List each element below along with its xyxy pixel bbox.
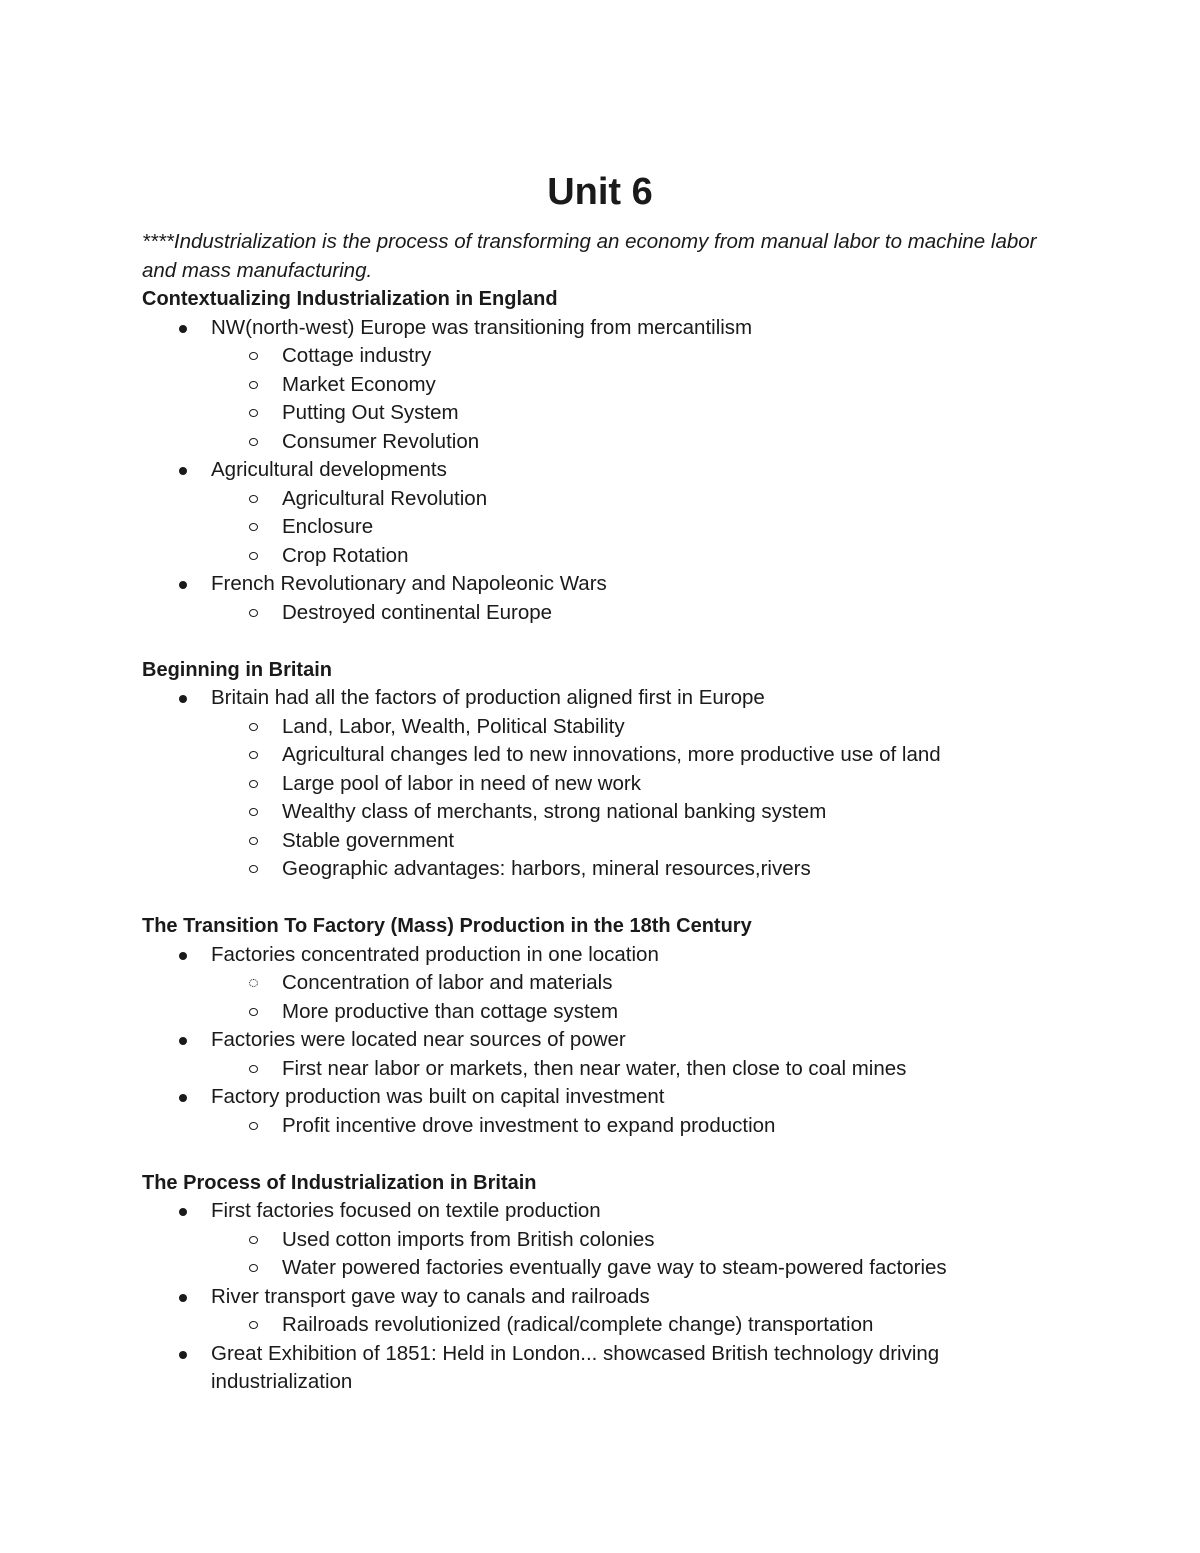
sub-list — [211, 1311, 1042, 1340]
bullet-list — [142, 941, 1042, 1141]
bullet-ring-icon — [249, 751, 258, 759]
sub-list — [211, 713, 1042, 884]
bullet-ring-icon — [249, 723, 258, 731]
sub-list-item: Crop Rotation — [211, 542, 1042, 571]
bullet-list — [142, 314, 1042, 628]
sub-list-item: Market Economy — [211, 371, 1042, 400]
sub-list — [211, 1112, 1042, 1141]
sub-list-item: Water powered factories eventually gave way to steam-powered factories — [211, 1254, 1042, 1283]
bullet-dot-icon — [179, 1294, 187, 1302]
bullet-list — [142, 1197, 1042, 1397]
sub-list — [211, 969, 1042, 1026]
sub-list-item: Large pool of labor in need of new work — [211, 770, 1042, 799]
sub-list — [211, 1055, 1042, 1084]
section-contextualizing — [142, 285, 1042, 627]
section-factory-transition — [142, 912, 1042, 1140]
list-item: First factories focused on textile production Used cotton imports from British colonies Water powered factories eventually gave way to steam-powered factories — [142, 1197, 1042, 1283]
bullet-ring-icon — [249, 1321, 258, 1329]
section-heading: The Process of Industrialization in Britain — [142, 1171, 537, 1194]
sub-list-item: First near labor or markets, then near water, then close to coal mines — [211, 1055, 1042, 1084]
bullet-ring-icon — [249, 409, 258, 417]
section-heading: The Transition To Factory (Mass) Production in the 18th Century — [142, 915, 752, 937]
bullet-ring-icon — [249, 780, 258, 788]
page-title: Unit 6 — [547, 171, 653, 213]
bullet-ring-icon — [249, 865, 258, 873]
list-item: River transport gave way to canals and railroads Railroads revolutionized (radical/complete change) transportation — [142, 1283, 1042, 1340]
sub-list-item: Consumer Revolution — [211, 428, 1042, 457]
list-item: Great Exhibition of 1851: Held in London... showcased British technology driving industrialization — [142, 1340, 1042, 1397]
list-item: Factory production was built on capital investment Profit incentive drove investment to expand production — [142, 1083, 1042, 1140]
sub-list-item: Enclosure — [211, 513, 1042, 542]
sub-list-item: Agricultural Revolution — [211, 485, 1042, 514]
sub-list — [211, 485, 1042, 571]
bullet-dot-icon — [179, 325, 187, 333]
bullet-ring-icon — [249, 381, 258, 389]
sub-list-item: Profit incentive drove investment to expand production — [211, 1112, 1042, 1141]
sub-list-item: Used cotton imports from British colonies — [211, 1226, 1042, 1255]
section-beginning-britain — [142, 656, 1042, 884]
sub-list-item: Cottage industry — [211, 342, 1042, 371]
intro-definition: ****Industrialization is the process of transforming an economy from manual labor to machine labor and mass manufacturing. — [142, 230, 1037, 282]
bullet-ring-icon — [249, 609, 258, 617]
list-item: French Revolutionary and Napoleonic Wars Destroyed continental Europe — [142, 570, 1042, 627]
sub-list-item: More productive than cottage system — [211, 998, 1042, 1027]
bullet-list — [142, 684, 1042, 884]
sub-list — [211, 1226, 1042, 1283]
sub-list — [211, 599, 1042, 628]
bullet-ring-icon — [249, 979, 258, 987]
sub-list-item: Railroads revolutionized (radical/complete change) transportation — [211, 1311, 1042, 1340]
bullet-ring-icon — [249, 552, 258, 560]
list-item: Agricultural developments Agricultural Revolution Enclosure Crop Rotation — [142, 456, 1042, 570]
bullet-ring-icon — [249, 438, 258, 446]
list-item: Factories concentrated production in one location Concentration of labor and materials More productive than cottage system — [142, 941, 1042, 1027]
bullet-ring-icon — [249, 837, 258, 845]
bullet-dot-icon — [179, 1351, 187, 1359]
bullet-ring-icon — [249, 1122, 258, 1130]
sub-list-item: Agricultural changes led to new innovations, more productive use of land — [211, 741, 1042, 770]
bullet-dot-icon — [179, 1094, 187, 1102]
document-page — [142, 168, 1042, 1397]
section-heading: Contextualizing Industrialization in England — [142, 288, 558, 310]
bullet-dot-icon — [179, 1208, 187, 1216]
bullet-dot-icon — [179, 1037, 187, 1045]
sub-list-item: Geographic advantages: harbors, mineral resources,rivers — [211, 855, 1042, 884]
bullet-ring-icon — [249, 352, 258, 360]
bullet-ring-icon — [249, 523, 258, 531]
sub-list-item: Concentration of labor and materials — [211, 969, 1042, 998]
bullet-ring-icon — [249, 1008, 258, 1016]
bullet-ring-icon — [249, 808, 258, 816]
section-heading: Beginning in Britain — [142, 658, 332, 681]
list-item: Britain had all the factors of production aligned first in Europe Land, Labor, Wealth, Political Stability Agricultural changes led to new innovations, more productive use of land Large pool of labor in need of new work Wealthy class of merchants, strong national banking system Stable government Geographic advantages: harbors, mineral resources,rivers — [142, 684, 1042, 884]
sub-list-item: Wealthy class of merchants, strong national banking system — [211, 798, 1042, 827]
sub-list-item: Putting Out System — [211, 399, 1042, 428]
bullet-ring-icon — [249, 495, 258, 503]
sub-list-item: Stable government — [211, 827, 1042, 856]
bullet-dot-icon — [179, 952, 187, 960]
sub-list-item: Land, Labor, Wealth, Political Stability — [211, 713, 1042, 742]
bullet-ring-icon — [249, 1236, 258, 1244]
bullet-ring-icon — [249, 1065, 258, 1073]
bullet-ring-icon — [249, 1264, 258, 1272]
section-process-industrialization — [142, 1169, 1042, 1397]
list-item: NW(north-west) Europe was transitioning from mercantilism Cottage industry Market Economy Putting Out System Consumer Revolution — [142, 314, 1042, 457]
bullet-dot-icon — [179, 581, 187, 589]
bullet-dot-icon — [179, 467, 187, 475]
sub-list-item: Destroyed continental Europe — [211, 599, 1042, 628]
sub-list — [211, 342, 1042, 456]
list-item: Factories were located near sources of power First near labor or markets, then near water, then close to coal mines — [142, 1026, 1042, 1083]
bullet-dot-icon — [179, 695, 187, 703]
